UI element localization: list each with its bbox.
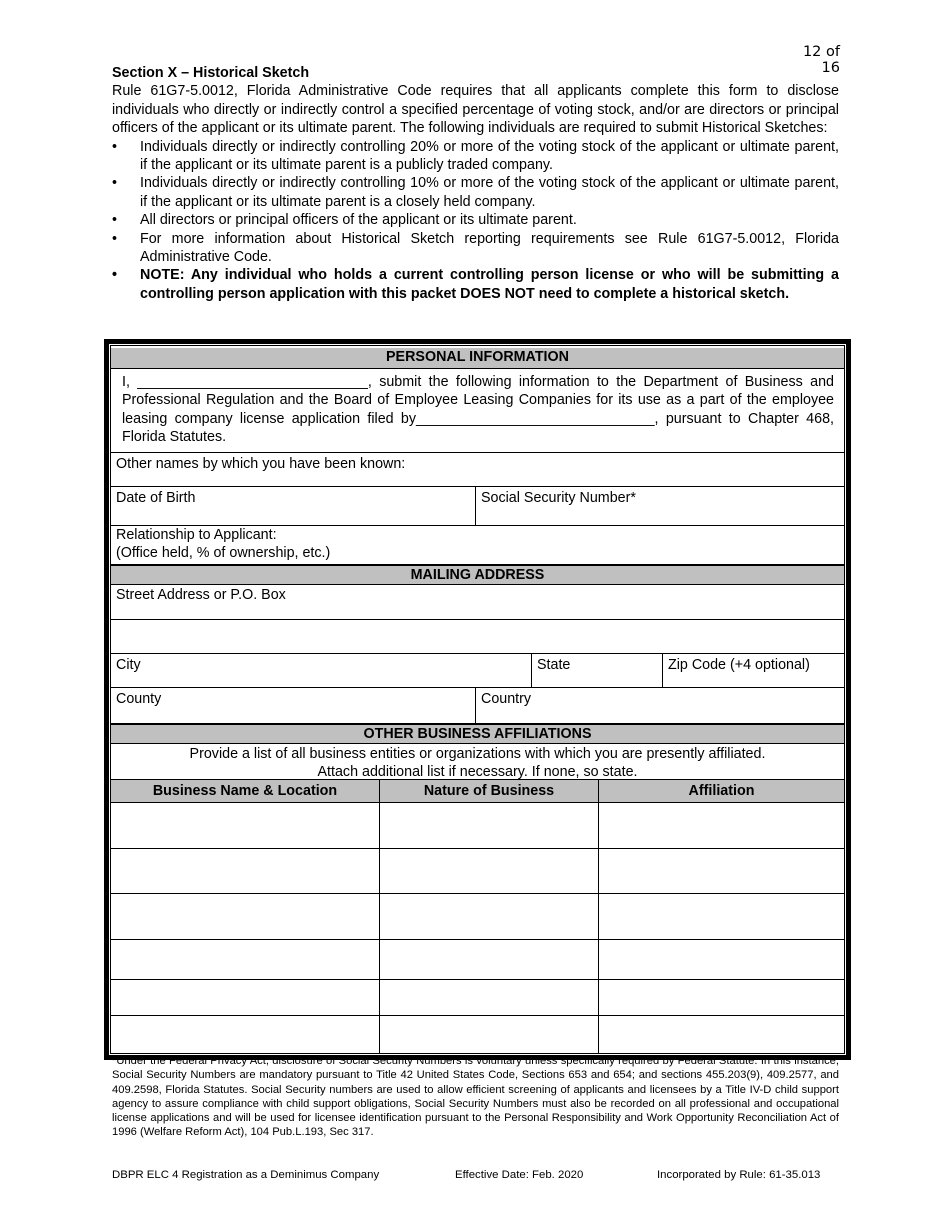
relationship-label: Relationship to Applicant: [116,527,277,543]
affiliations-instruction-line: Attach additional list if necessary. If none, so state. [317,764,638,780]
ssn-label: Social Security Number* [481,490,636,506]
table-row [111,802,844,848]
country-label: Country [481,691,532,707]
dob-ssn-row [111,486,844,525]
business-name-cell[interactable] [111,849,379,893]
county-field[interactable] [111,688,475,723]
table-row [111,939,844,979]
section-title: Section X – Historical Sketch [112,65,310,81]
historical-sketch-form [104,339,851,1060]
requirement-item: • All directors or principal officers of the applicant or its ultimate parent. [112,211,839,229]
nature-of-business-cell[interactable] [379,1016,598,1053]
state-field[interactable] [531,654,662,687]
zip-code-label: Zip Code (+4 optional) [668,657,810,673]
business-name-cell[interactable] [111,803,379,848]
note-item: • NOTE: Any individual who holds a current controlling person license or who will be submitting a controlling person application with this packet DOES NOT need to complete a historical sketch. [112,266,839,303]
table-row [111,848,844,893]
affiliation-cell[interactable] [598,980,844,1015]
affiliation-cell[interactable] [598,803,844,848]
requirement-item: • Individuals directly or indirectly controlling 20% or more of the voting stock of the applicant or ultimate parent, if the applicant or its ultimate parent is a publicly traded company. [112,138,839,175]
ssn-field[interactable] [475,487,844,525]
requirement-item: • Individuals directly or indirectly controlling 10% or more of the voting stock of the applicant or ultimate parent, if the applicant or its ultimate parent is a closely held company. [112,174,839,211]
business-name-cell[interactable] [111,940,379,979]
street-address-label: Street Address or P.O. Box [116,587,286,603]
footer-rule: Incorporated by Rule: 61-35.013 [657,1169,821,1181]
other-names-label: Other names by which you have been known: [116,456,406,472]
affiliation-cell[interactable] [598,849,844,893]
county-country-row [111,687,844,723]
affiliations-instructions [111,743,844,779]
other-names-field[interactable] [111,452,844,486]
mailing-address-header: MAILING ADDRESS [111,564,844,584]
section-intro [112,64,839,303]
column-header-affiliation: Affiliation [598,780,844,802]
requirement-list [112,138,839,304]
table-row [111,1015,844,1053]
business-name-cell[interactable] [111,894,379,939]
requirement-item: • For more information about Historical Sketch reporting requirements see Rule 61G7-5.0012, Florida Administrative Code. [112,230,839,267]
personal-info-header: PERSONAL INFORMATION [111,348,844,368]
street-address-field[interactable] [111,584,844,619]
zip-code-field[interactable] [662,654,844,687]
country-field[interactable] [475,688,844,723]
affiliation-cell[interactable] [598,894,844,939]
city-state-zip-row [111,653,844,687]
applicant-statement[interactable]: I, _____________________________, submit the following information to the Department of Business and Professional Regulation and the Board of Employee Leasing Companies for its use as a part of the employee leasing company license application filed by______________________________, pursuant to Chapter 468, Florida Statutes. [111,368,844,452]
street-address-line-2[interactable] [111,619,844,653]
footer-form-name: DBPR ELC 4 Registration as a Deminimus Company [112,1169,380,1181]
privacy-act-footnote: *Under the Federal Privacy Act, disclosure of Social Security Numbers is voluntary unless specifically required by Federal Statute. In this instance, Social Security Numbers are mandatory pursuant to Title 42 United States Code, Sections 653 and 654; and sections 455.203(9), 409.2577, and 409.2598, Florida Statutes. Social Security numbers are used to allow efficient screening of applicants and licensees by a Title IV-D child support agency to assure compliance with child support obligations, Social Security Numbers must also be recorded on all professional and occupational license applications and will be used for licensee identification pursuant to the Personal Responsibility and Work Opportunity Reconciliation Act of 1996 (Welfare Reform Act), 104 Pub.L.193, Sec 317. [112,1055,839,1139]
nature-of-business-cell[interactable] [379,849,598,893]
nature-of-business-cell[interactable] [379,980,598,1015]
footer-effective-date: Effective Date: Feb. 2020 [455,1169,584,1181]
affiliation-cell[interactable] [598,940,844,979]
affiliations-column-headers [111,779,844,802]
city-field[interactable] [111,654,531,687]
page-number: 12 of 16 [802,44,840,76]
affiliations-instruction-line: Provide a list of all business entities or organizations with which you are presently affiliated. [189,746,766,762]
affiliation-cell[interactable] [598,1016,844,1053]
column-header-business-name: Business Name & Location [111,780,379,802]
relationship-field[interactable] [111,525,844,564]
date-of-birth-label: Date of Birth [116,490,196,506]
business-name-cell[interactable] [111,980,379,1015]
nature-of-business-cell[interactable] [379,803,598,848]
state-label: State [537,657,571,673]
intro-paragraph: Rule 61G7-5.0012, Florida Administrative Code requires that all applicants complete this form to disclose individuals who directly or indirectly control a specified percentage of voting stock, and/or are directors or principal officers of the applicant or its ultimate parent. The following individuals are required to submit Historical Sketches: [112,83,839,137]
table-row [111,893,844,939]
nature-of-business-cell[interactable] [379,894,598,939]
table-row [111,979,844,1015]
date-of-birth-field[interactable] [111,487,475,525]
affiliations-header: OTHER BUSINESS AFFILIATIONS [111,723,844,743]
city-label: City [116,657,141,673]
business-name-cell[interactable] [111,1016,379,1053]
county-label: County [116,691,162,707]
column-header-nature-of-business: Nature of Business [379,780,598,802]
nature-of-business-cell[interactable] [379,940,598,979]
relationship-hint: (Office held, % of ownership, etc.) [116,545,331,561]
